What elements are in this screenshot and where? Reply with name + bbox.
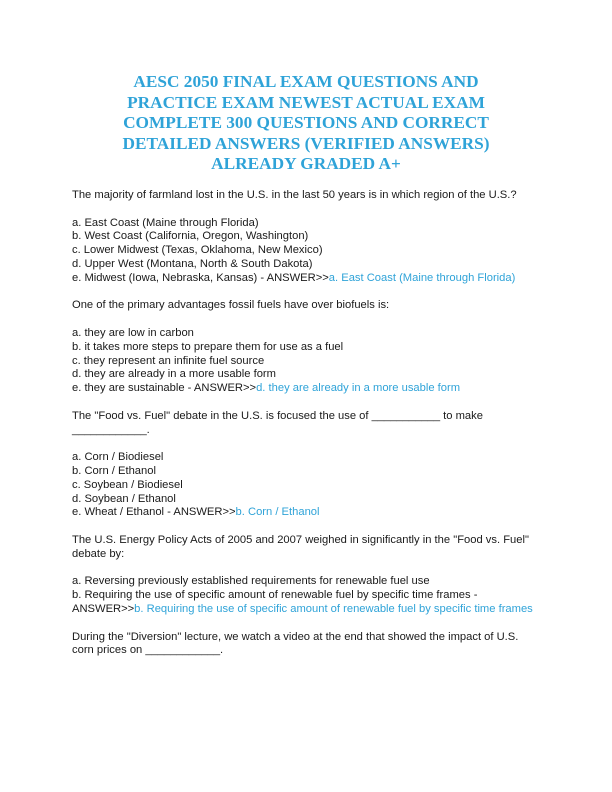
options-2 (72, 327, 542, 396)
answer-prefix: - ANSWER>> (72, 589, 478, 615)
option: b. Corn / Ethanol (72, 464, 156, 477)
option: d. Soybean / Ethanol (72, 492, 176, 505)
answer-prefix: - ANSWER>> (164, 506, 236, 519)
option-with-answer (72, 272, 542, 286)
option: b. it takes more steps to prepare them for use as a fuel (72, 340, 344, 353)
option: e. Midwest (Iowa, Nebraska, Kansas) (72, 271, 258, 284)
answer-text: d. they are already in a more usable form (256, 382, 461, 395)
options-1 (72, 217, 542, 286)
option: b. West Coast (California, Oregon, Washington) (72, 230, 309, 243)
question-2: One of the primary advantages fossil fuels have over biofuels is: (72, 299, 390, 312)
option: a. Reversing previously established requirements for renewable fuel use (72, 575, 430, 588)
option: a. they are low in carbon (72, 326, 194, 339)
question-3: The "Food vs. Fuel" debate in the U.S. is focused the use of ___________ to make ____________. (72, 409, 483, 436)
answer-prefix: - ANSWER>> (184, 382, 257, 395)
option: d. Upper West (Montana, North & South Dakota) (72, 257, 313, 270)
option: a. East Coast (Maine through Florida) (72, 216, 259, 229)
document-title: AESC 2050 FINAL EXAM QUESTIONS AND PRACTICE EXAM NEWEST ACTUAL EXAM COMPLETE 300 QUESTIONS AND CORRECT DETAILED ANSWERS (VERIFIED ANSWERS) ALREADY GRADED A+ (122, 72, 490, 174)
option: c. they represent an infinite fuel source (72, 354, 265, 367)
options-4 (72, 575, 542, 616)
option: a. Corn / Biodiesel (72, 451, 164, 464)
option: c. Soybean / Biodiesel (72, 478, 183, 491)
option-with-answer (72, 589, 542, 617)
option: d. they are already in a more usable form (72, 368, 276, 381)
option-with-answer (72, 382, 542, 396)
answer-text: b. Requiring the use of specific amount of renewable fuel by specific time frames (134, 602, 533, 615)
option: b. Requiring the use of specific amount of renewable fuel by specific time frames (72, 589, 471, 602)
option: c. Lower Midwest (Texas, Oklahoma, New Mexico) (72, 244, 323, 257)
answer-prefix: - ANSWER>> (257, 271, 329, 284)
answer-text: b. Corn / Ethanol (235, 506, 320, 519)
option: e. they are sustainable (72, 382, 185, 395)
answer-text: a. East Coast (Maine through Florida) (328, 271, 516, 284)
question-5: During the "Diversion" lecture, we watch a video at the end that showed the impact of U.S. corn prices on ____________. (72, 630, 519, 657)
question-4: The U.S. Energy Policy Acts of 2005 and 2007 weighed in significantly in the "Food vs. Fuel" debate by: (72, 533, 529, 560)
question-1: The majority of farmland lost in the U.S. in the last 50 years is in which region of the U.S.? (72, 189, 517, 201)
document-body (72, 189, 542, 672)
options-3 (72, 451, 542, 520)
option: e. Wheat / Ethanol (72, 506, 165, 519)
option-with-answer (72, 506, 542, 520)
